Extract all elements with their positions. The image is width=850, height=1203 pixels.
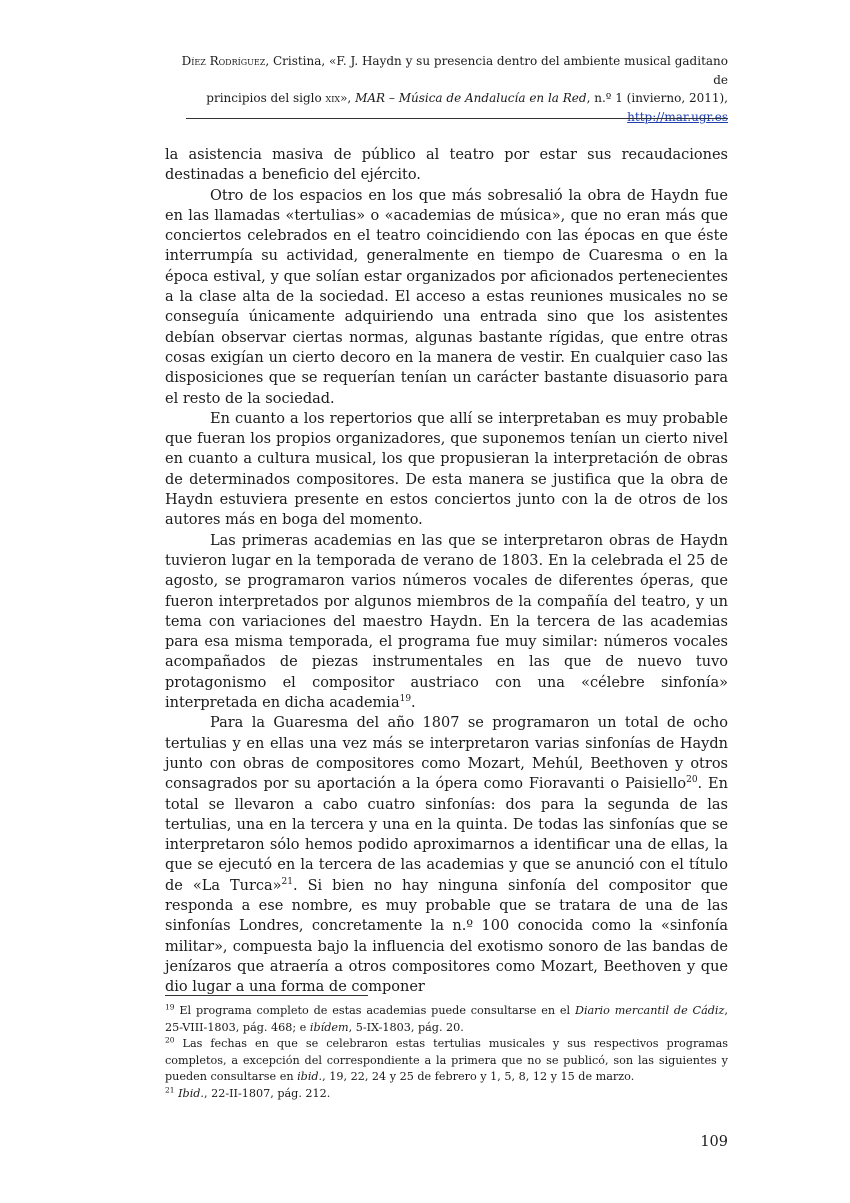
footnote-20: $^{20}$ Las fechas en que se celebraron estas tertulias musicales y sus respectivos programas completos, a excepción del correspondiente a la primera que no se publicó, son las siguientes y pueden consultarse en ibid., 19, 22, 24 y 25 de febrero y 1, 5, 8, 12 y 15 de marzo. <box>165 1035 728 1083</box>
citation-line-3 <box>165 108 728 127</box>
header-divider <box>186 118 728 119</box>
journal-url-link[interactable]: http://mar.ugr.es <box>627 109 728 124</box>
footnote-divider <box>165 995 368 996</box>
paragraph-1: la asistencia masiva de público al teatro por estar sus recaudaciones destinadas a beneficio del ejército. <box>165 147 728 184</box>
footnotes <box>165 1003 728 1102</box>
century-numeral: xix <box>325 91 341 105</box>
paragraph-3: En cuanto a los repertorios que allí se interpretaban es muy probable que fueran los propios organizadores, que suponemos tenían un cierto nivel en cuanto a cultura musical, los que propusieran la interpretación de obras de determinados compositores. De esta manera se justifica que la obra de Haydn estuviera presente en estos conciertos junto con la de otros de los autores más en boga del momento. <box>165 410 728 529</box>
citation-line-1: Díez Rodríguez, Cristina, «F. J. Haydn y su presencia dentro del ambiente musical gaditano de <box>181 54 728 87</box>
journal-title: MAR – Música de Andalucía en la Red <box>355 91 587 105</box>
footnote-ref-21[interactable]: 21 <box>281 876 293 887</box>
footnote-19: $^{19}$ El programa completo de estas academias puede consultarse en el Diario mercantil de Cádiz, 25-VIII-1803, pág. 468; e ibídem, 5-IX-1803, pág. 20. <box>165 1002 728 1034</box>
page-number: 109 <box>700 1134 728 1150</box>
running-header <box>165 52 728 126</box>
paragraph-4: Las primeras academias en las que se interpretaron obras de Haydn tuvieron lugar en la temporada de verano de 1803. En la celebrada el 25 de agosto, se programaron varios números vocales de diferentes óperas, que fueron interpretados por algunos miembros de la compañía del teatro, y un tema con variaciones del maestro Haydn. En la tercera de las academias para esa misma temporada, el programa fue muy similar: números vocales acompañados de piezas instrumentales en las que de nuevo tuvo protagonismo el compositor austriaco con una «célebre sinfonía» interpretada en dicha academia$^{19}$. <box>165 532 728 712</box>
author-name: Díez Rodríguez <box>181 54 266 68</box>
citation-line-2: principios del siglo xix», MAR – Música de Andalucía en la Red, n.º 1 (invierno, 2011), <box>206 91 728 105</box>
footnote-ref-19[interactable]: 19 <box>399 694 412 705</box>
footnote-ref-20[interactable]: 20 <box>686 775 698 786</box>
footnote-21: $^{21}$ Ibid., 22-II-1807, pág. 212. <box>165 1084 331 1100</box>
body-text <box>165 145 728 997</box>
paragraph-2: Otro de los espacios en los que más sobresalió la obra de Haydn fue en las llamadas «tertulias» o «academias de música», que no eran más que conciertos celebrados en el teatro coincidiendo con las épocas en que éste interrumpía su actividad, generalmente en tiempo de Cuaresma o en la época estival, y que solían estar organizados por aficionados pertenecientes a la clase alta de la sociedad. El acceso a estas reuniones musicales no se conseguía únicamente adquiriendo una entrada sino que los asistentes debían observar ciertas normas, algunas bastante rígidas, que entre otras cosas exigían un cierto decoro en la manera de vestir. En cualquier caso las disposiciones que se requerían tenían un carácter bastante disuasorio para el resto de la sociedad. <box>165 187 728 407</box>
paragraph-5: Para la Guaresma del año 1807 se programaron un total de ocho tertulias y en ellas una vez más se interpretaron varias sinfonías de Haydn junto con obras de compositores como Mozart, Mehúl, Beethoven y otros consagrados por su aportación a la ópera como Fioravanti o Paisiello$^{20}$. En total se llevaron a cabo cuatro sinfonías: dos para la segunda de las tertulias, una en la tercera y una en la quinta. De todas las sinfonías que se interpretaron sólo hemos podido aproximarnos a identificar una de ellas, la que se ejecutó en la tercera de las academias y que se anunció con el título de «La Turca»$^{21}$. Si bien no hay ninguna sinfonía del compositor que responda a ese nombre, es muy probable que se tratara de una de las sinfonías Londres, concretamente la n.º 100 conocida como la «sinfonía militar», compuesta bajo la influencia del exotismo sonoro de las bandas de jenízaros que atraería a otros compositores como Mozart, Beethoven y que dio lugar a una forma de componer <box>165 715 728 996</box>
